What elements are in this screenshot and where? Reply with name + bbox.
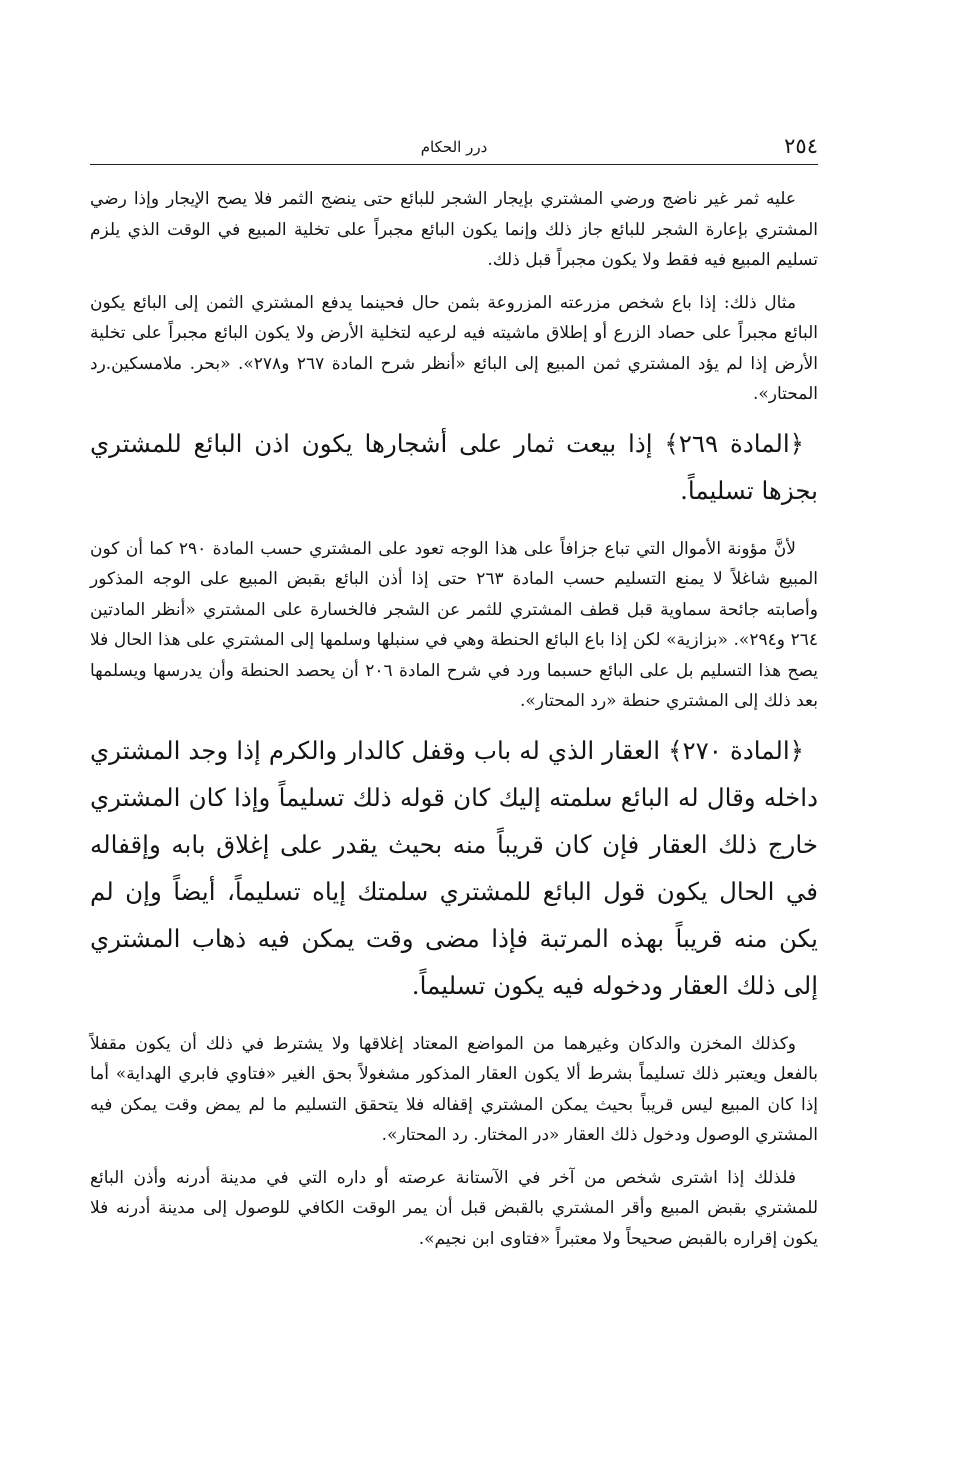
paragraph: لأنَّ مؤونة الأموال التي تباع جزافاً على هذا الوجه تعود على المشتري حسب المادة ٢٩٠ كما أن كون المبيع شاغلاً لا يمنع التسليم حسب المادة ٢٦٣ حتى إذا أذن البائع بقبض المبيع على الوجه المذكور وأصابته جائحة سماوية قبل قطف المشتري للثمر عن الشجر فالخسارة على المشتري «أنظر المادتين ٢٦٤ و٢٩٤». «بزازية» لكن إذا باع البائع الحنطة وهي في سنبلها وسلمها إلى المشتري على هذا الحال فلا يصح هذا التسليم بل على البائع حسبما ورد في شرح المادة ٢٠٦ أن يحصد الحنطة وأن يدرسها ويسلمها بعد ذلك إلى المشتري حنطة «رد المحتار». bbox=[90, 538, 819, 711]
article-heading-270: ﴿المادة ٢٧٠﴾ العقار الذي له باب وقفل كالدار والكرم إذا وجد المشتري داخله وقال له البائع سلمته إليك كان قوله ذلك تسليماً وإذا كان المشتري خارج ذلك العقار فإن كان قريباً منه بحيث يقدر على إغلاق بابه وإقفاله في الحال يكون قول البائع للمشتري سلمتك إياه تسليماً، أيضاً وإن لم يكن منه قريباً بهذه المرتبة فإذا مضى وقت يمكن فيه ذهاب المشتري إلى ذلك العقار ودخوله فيه يكون تسليماً. bbox=[90, 735, 818, 1000]
page-body bbox=[90, 184, 818, 1254]
paragraph: وكذلك المخزن والدكان وغيرهما من المواضع المعتاد إغلاقها ولا يشترط في ذلك أن يكون مقفلاً بالفعل ويعتبر ذلك تسليماً بشرط ألا يكون العقار المذكور مشغولاً بحق الغير «فتاوي فابري الهداية» أما إذا كان المبيع ليس قريباً بحيث يمكن المشتري إقفاله فلا يتحقق التسليم ما لم يمض وقت يمكن فيه المشتري الوصول ودخول ذلك العقار «در المختار. رد المحتار». bbox=[90, 1033, 818, 1145]
page-number: ٢٥٤ bbox=[784, 134, 818, 158]
paragraph: عليه ثمر غير ناضج ورضي المشتري بإيجار الشجر للبائع حتى ينضج الثمر فلا يصح الإيجار وإذا رضي المشتري بإعارة الشجر للبائع جاز ذلك وإنما يكون البائع مجبراً على تخلية المبيع في الوقت الذي يلزم تسليم المبيع فيه فقط ولا يكون مجبراً قبل ذلك. bbox=[90, 189, 818, 270]
running-title: درر الحكام bbox=[420, 138, 488, 156]
article-heading-269: ﴿المادة ٢٦٩﴾ إذا بيعت ثمار على أشجارها يكون اذن البائع للمشتري بجزها تسليماً. bbox=[90, 428, 818, 505]
page-header bbox=[90, 130, 818, 165]
paragraph: مثال ذلك: إذا باع شخص مزرعته المزروعة بثمن حال فحينما يدفع المشتري الثمن إلى البائع يكون البائع مجبراً على حصاد الزرع أو إطلاق ماشيته فيه لرعيه لتخلية الأرض ولا يكون البائع مجبراً على تخلية الأرض إذا لم يؤد المشتري ثمن المبيع إلى البائع «أنظر شرح المادة ٢٦٧ و٢٧٨». «بحر. ملامسكين.رد المحتار». bbox=[90, 292, 818, 404]
paragraph: فلذلك إذا اشترى شخص من آخر في الآستانة عرصته أو داره التي في مدينة أدرنه وأذن البائع للمشتري بقبض المبيع وأقر المشتري بالقبض قبل أن يمر الوقت الكافي للوصول إلى مدينة أدرنه فلا يكون إقراره بالقبض صحيحاً ولا معتبراً «فتاوى ابن نجيم». bbox=[90, 1167, 818, 1249]
